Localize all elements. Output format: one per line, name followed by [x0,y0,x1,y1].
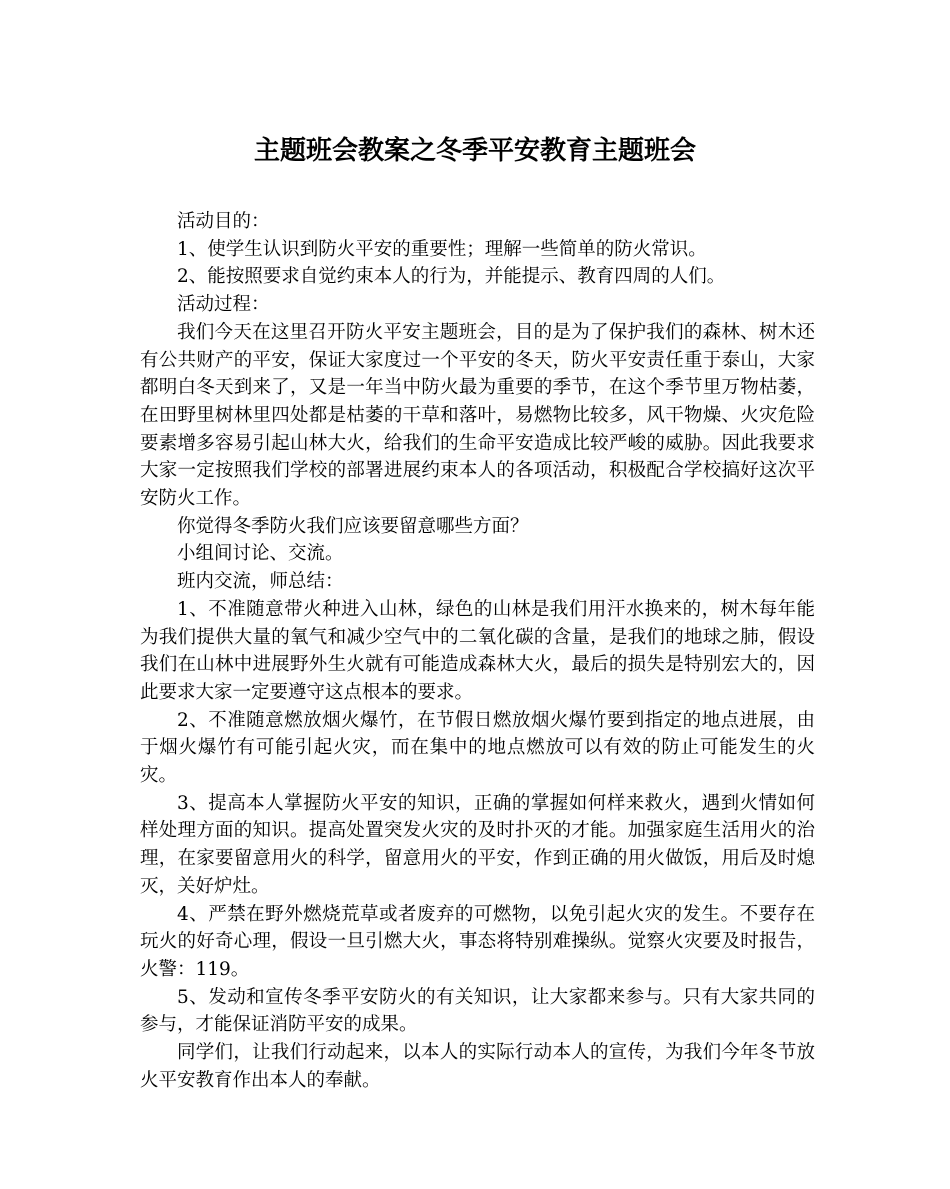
paragraph-rule-4: 4、严禁在野外燃烧荒草或者废弃的可燃物，以免引起火灾的发生。不要存在玩火的好奇心理，假设一旦引燃大火，事态将特别难操纵。觉察火灾要及时报告，火警：119。 [140,903,815,980]
paragraph-group-discussion: 小组间讨论、交流。 [177,543,344,565]
paragraph-rule-1: 1、不准随意带火种进入山林，绿色的山林是我们用汗水换来的，树木每年能为我们提供大量的氧气和减少空气中的二氧化碳的含量，是我们的地球之肺，假设我们在山林中进展野外生火就有可能造成森林大火，最后的损失是特别宏大的，因此要求大家一定要遵守这点根本的要求。 [140,598,815,703]
page-title: 主题班会教案之冬季平安教育主题班会 [253,136,696,166]
paragraph-rule-5: 5、发动和宣传冬季平安防火的有关知识，让大家都来参与。只有大家共同的参与，才能保证消防平安的成果。 [140,986,815,1036]
paragraph-closing: 同学们，让我们行动起来，以本人的实际行动本人的宣传，为我们今年冬节放火平安教育作出本人的奉献。 [140,1042,815,1091]
paragraph-rule-2: 2、不准随意燃放烟火爆竹，在节假日燃放烟火爆竹要到指定的地点进展，由于烟火爆竹有可能引起火灾，而在集中的地点燃放可以有效的防止可能发生的火灾。 [140,709,815,787]
paragraph-rule-3: 3、提高本人掌握防火平安的知识，正确的掌握如何样来救火，遇到火情如何样处理方面的知识。提高处置突发火灾的及时扑灭的才能。加强家庭生活用火的治理，在家要留意用火的科学，留意用火的平安，作到正确的用火做饭，用后及时熄灭，关好炉灶。 [140,792,815,897]
paragraph-purpose-heading: 活动目的： [177,211,270,232]
paragraph-purpose-2: 2、能按照要求自觉约束本人的行为，并能提示、教育四周的人们。 [177,266,726,288]
paragraph-question: 你觉得冬季防火我们应该要留意哪些方面？ [177,515,529,537]
paragraph-process-heading: 活动过程： [177,294,270,316]
document-body [140,208,815,1095]
paragraph-intro: 我们今天在这里召开防火平安主题班会，目的是为了保护我们的森林、树木还有公共财产的平安，保证大家度过一个平安的冬天，防火平安责任重于泰山，大家都明白冬天到来了，又是一年当中防火最为重要的季节，在这个季节里万物枯萎，在田野里树林里四处都是枯萎的干草和落叶，易燃物比较多，风干物燥、火灾危险要素增多容易引起山林大火，给我们的生命平安造成比较严峻的威胁。因此我要求大家一定按照我们学校的部署进展约束本人的各项活动，积极配合学校搞好这次平安防火工作。 [140,321,815,510]
paragraph-purpose-1: 1、使学生认识到防火平安的重要性；理解一些简单的防火常识。 [177,238,707,260]
paragraph-summary-heading: 班内交流，师总结： [177,571,344,593]
